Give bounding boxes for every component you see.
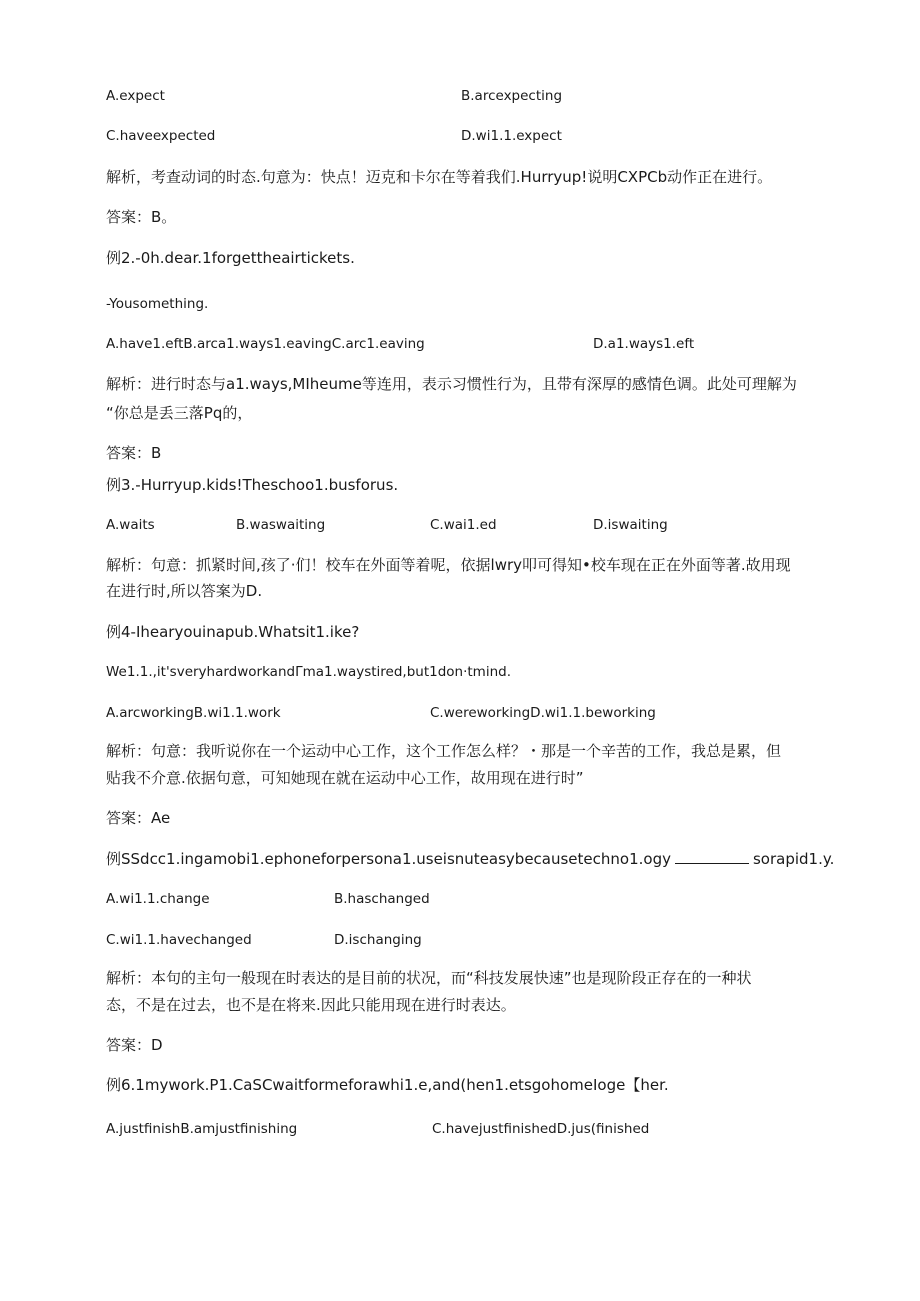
ex3-option-b: B.waswaiting <box>236 517 326 533</box>
ex5-question-start: 例SSdcc1.ingamobi1.ephoneforpersona1.useisnuteasybecausetechno1.ogy <box>106 850 671 868</box>
ex3-analysis-line2: 在进行时,所以答案为D. <box>106 582 263 600</box>
ex3-option-d: D.iswaiting <box>593 517 668 533</box>
ex5-question <box>106 849 834 869</box>
ex4-options-ab: A.arcworkingB.wi1.1.work <box>106 705 281 721</box>
ex2-analysis-line1: 解析：进行时态与a1.ways,MIheume等连用，表示习惯性行为，且带有深厚的感情色调。此处可理解为 <box>106 375 797 393</box>
ex4-options-cd: C.wereworkingD.wi1.1.beworking <box>430 705 656 721</box>
ex4-analysis-line1: 解析：句意：我听说你在一个运动中心工作，这个工作怎么样？・那是一个辛苦的工作，我总是累，但 <box>106 742 782 760</box>
ex2-analysis-line2: “你总是丢三落Pq的， <box>106 404 253 422</box>
ex4-response: We1.1.,it'sveryhardworkandΓma1.waystired,but1don·tmind. <box>106 664 511 680</box>
ex1-option-c: C.haveexpected <box>106 128 216 144</box>
ex2-option-d: D.a1.ways1.eft <box>593 336 695 352</box>
ex3-question: 例3.-Hurryup.kids!Theschoo1.busforus. <box>106 476 399 494</box>
ex3-option-c: C.wai1.ed <box>430 517 497 533</box>
ex1-option-a: A.expect <box>106 88 165 104</box>
ex5-question-end: sorapid1.y. <box>752 850 835 868</box>
ex6-options-ab: A.justfinishB.amjustfinishing <box>106 1121 298 1137</box>
ex4-analysis-line2: 贴我不介意.依据句意，可知她现在就在运动中心工作，故用现在进行时” <box>106 769 584 787</box>
ex1-analysis: 解析，考查动词的时态.句意为：快点！迈克和卡尔在等着我们.Hurryup!说明CXPCb动作正在进行。 <box>106 168 773 186</box>
ex3-analysis-line1: 解析：句意：抓紧时间,孩了·们！校车在外面等着呢，依据lwry叩可得知•校车现在正在外面等著.故用现 <box>106 556 791 574</box>
ex5-answer: 答案：D <box>106 1036 163 1054</box>
ex2-response: -Yousomething. <box>106 296 209 312</box>
ex4-answer: 答案：Ae <box>106 809 171 827</box>
ex2-question: 例2.-0h.dear.1forgettheairtickets. <box>106 249 355 267</box>
ex5-option-c: C.wi1.1.havechanged <box>106 932 252 948</box>
ex6-question: 例6.1mywork.P1.CaSCwaitformeforawhi1.e,and(hen1.etsgohomeIoge【her. <box>106 1076 669 1094</box>
ex5-option-d: D.ischanging <box>334 932 422 948</box>
ex1-option-b: B.arcexpecting <box>461 88 563 104</box>
ex5-option-a: A.wi1.1.change <box>106 891 210 907</box>
ex1-answer: 答案：B。 <box>106 208 177 226</box>
ex1-option-d: D.wi1.1.expect <box>461 128 562 144</box>
ex5-analysis-line1: 解析：本句的主句一般现在时表达的是目前的状况，而“科技发展快速”也是现阶段正存在的一种状 <box>106 969 752 987</box>
ex6-options-cd: C.havejustfinishedD.jus(finished <box>432 1121 650 1137</box>
ex5-option-b: B.haschanged <box>334 891 430 907</box>
ex5-analysis-line2: 态，不是在过去，也不是在将来.因此只能用现在进行时表达。 <box>106 996 516 1014</box>
ex3-option-a: A.waits <box>106 517 155 533</box>
ex4-question: 例4-Ihearyouinapub.Whatsit1.ike? <box>106 623 360 641</box>
answer-blank <box>675 851 749 864</box>
ex2-answer: 答案：B <box>106 444 162 462</box>
ex2-options-abc: A.have1.eftB.arca1.ways1.eavingC.arc1.eaving <box>106 336 425 352</box>
